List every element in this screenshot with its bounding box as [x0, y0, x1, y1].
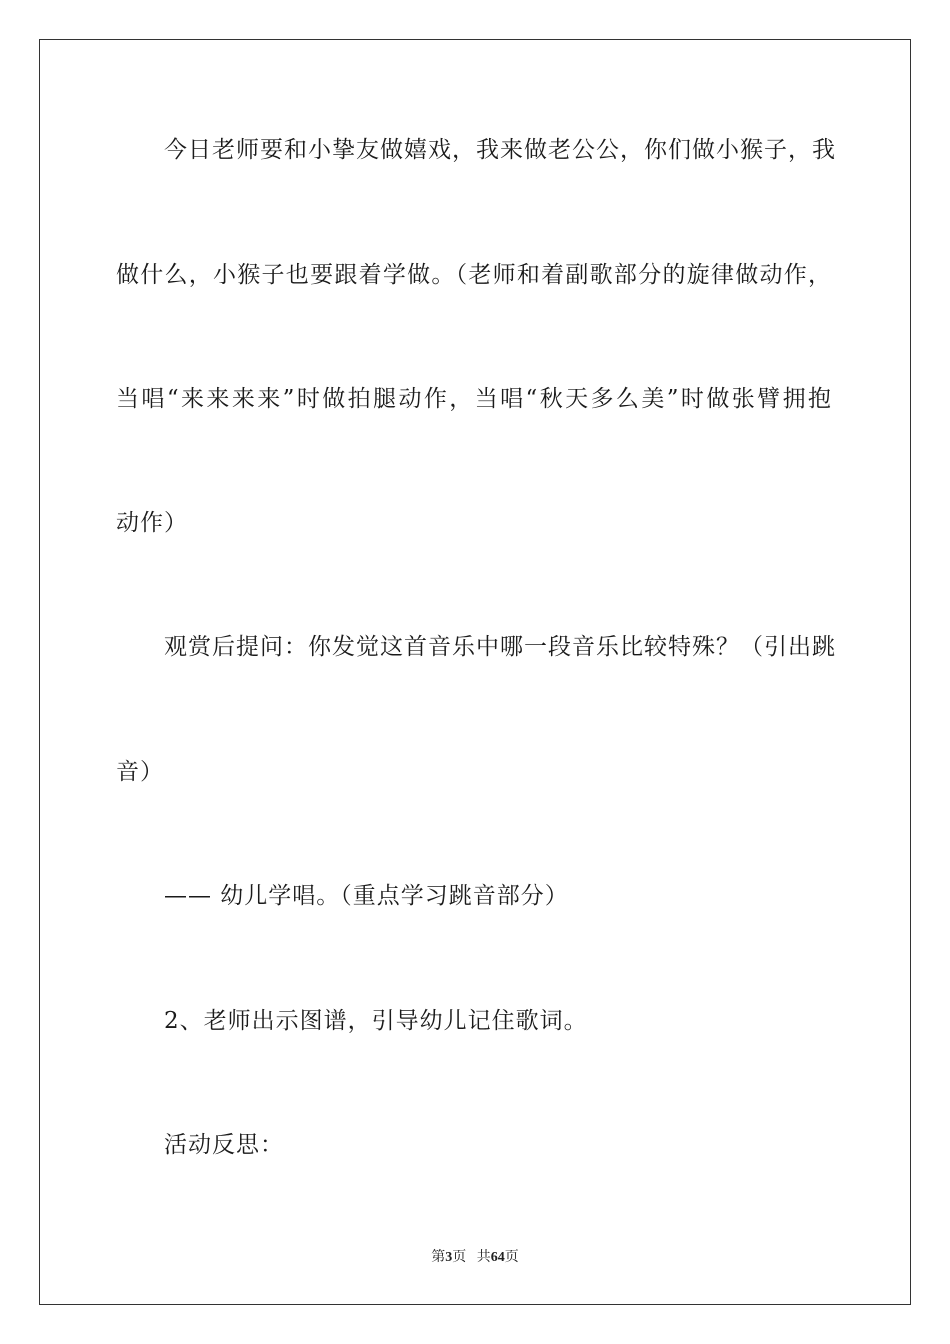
paragraph-line-2: 做什么，小猴子也要跟着学做。（老师和着副歌部分的旋律做动作，	[116, 262, 832, 288]
paragraph-line-8: 2、老师出示图谱，引导幼儿记住歌词。	[164, 1008, 588, 1034]
page-border	[39, 39, 911, 1305]
footer-total-prefix: 共	[476, 1250, 491, 1265]
paragraph-line-5: 观赏后提问：你发觉这首音乐中哪一段音乐比较特殊？（引出跳	[164, 634, 836, 660]
footer-total-pages: 64	[490, 1250, 505, 1265]
page-footer	[0, 1246, 950, 1266]
paragraph-line-9: 活动反思：	[164, 1132, 284, 1158]
footer-page-prefix: 第	[431, 1250, 446, 1265]
footer-total-suffix: 页	[504, 1250, 519, 1265]
paragraph-line-3: 当唱“来来来来”时做拍腿动作，当唱“秋天多么美”时做张臂拥抱	[116, 386, 832, 412]
paragraph-line-6: 音）	[116, 759, 164, 785]
paragraph-line-7: —— 幼儿学唱。（重点学习跳音部分）	[164, 883, 569, 909]
footer-page-number: 3	[445, 1250, 453, 1265]
paragraph-line-4: 动作）	[116, 510, 188, 536]
footer-page-suffix: 页	[452, 1250, 467, 1265]
paragraph-line-1: 今日老师要和小挚友做嬉戏，我来做老公公，你们做小猴子，我	[164, 137, 836, 163]
